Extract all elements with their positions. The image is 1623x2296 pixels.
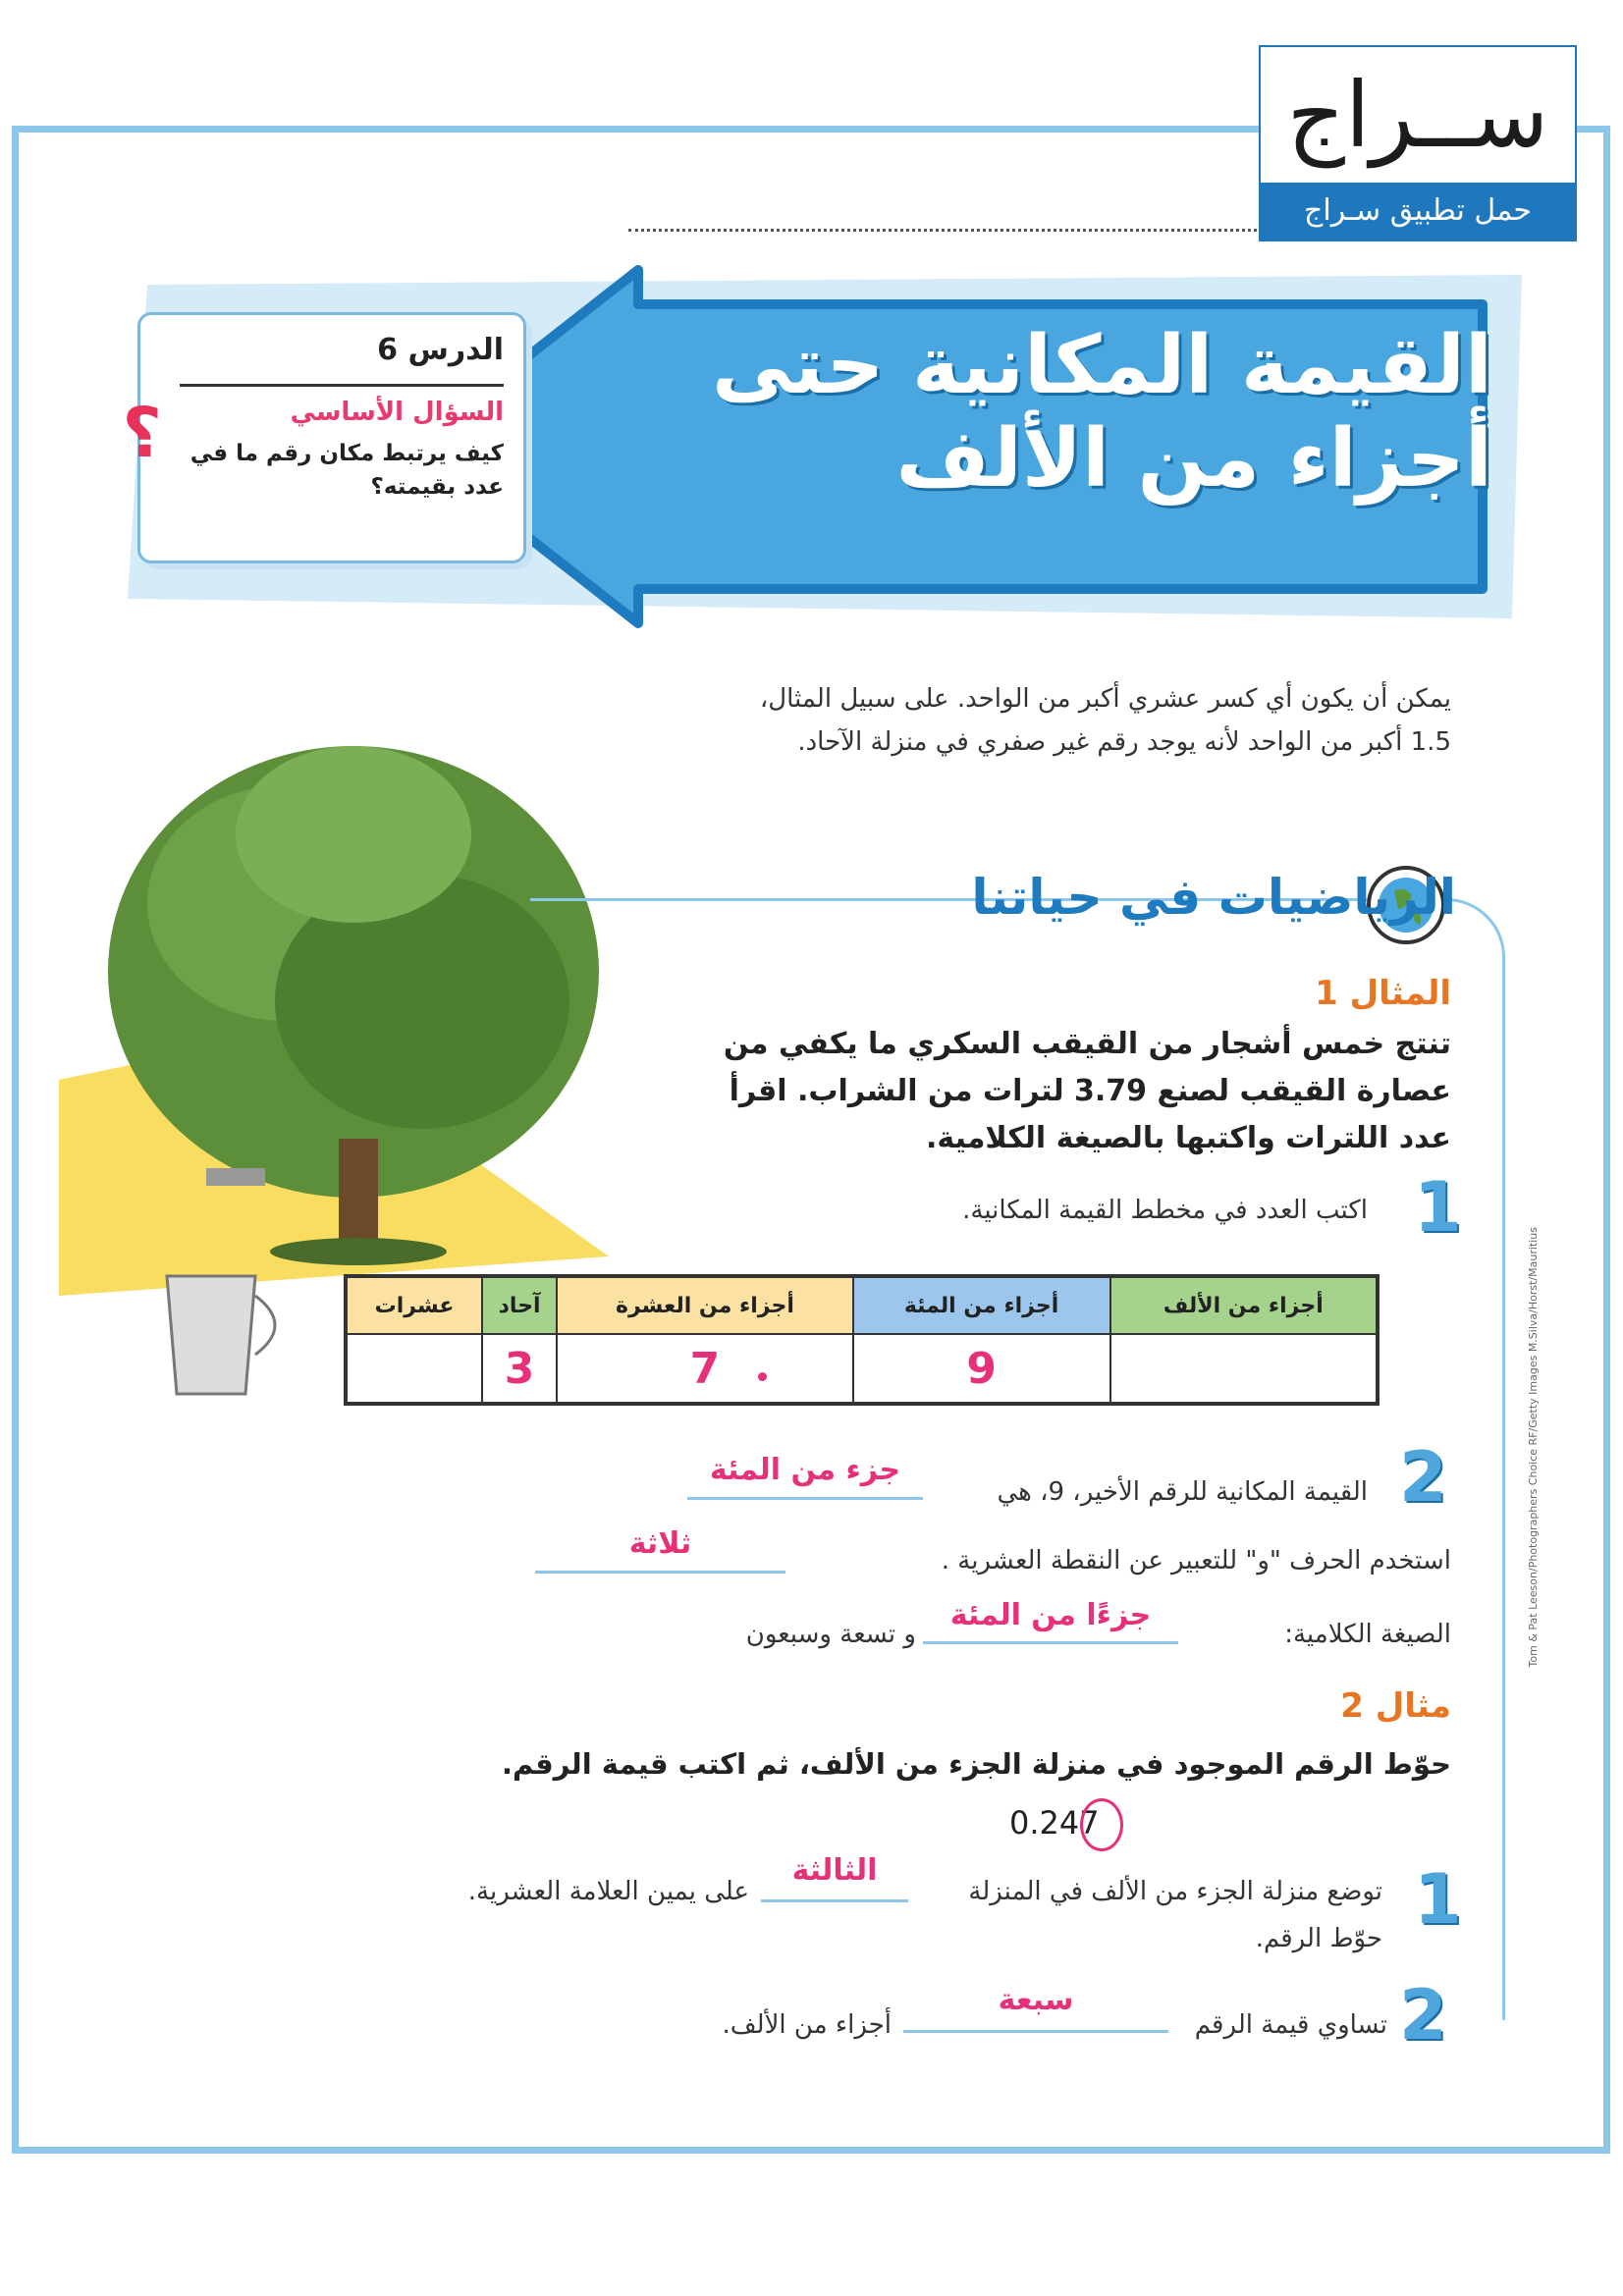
word-form-suffix: و تسعة وسبعون [745,1620,916,1649]
cell-tens [346,1334,482,1404]
image-credit-text: Tom & Pat Leeson/Photographers Choice RF/Getty Images M.Silva/Horst/Mauritius [1527,1227,1540,1668]
image-credit [1527,1227,1556,2032]
place-value-header-row [346,1276,1378,1334]
place-value-row [346,1334,1378,1404]
ex2-step-1-line2: حوّط الرقم. [1255,1924,1382,1953]
answer-blank [903,2030,1168,2033]
header-thousandths: أجزاء من الألف [1110,1276,1378,1334]
logo-word: ســراج [1286,63,1549,168]
ex2-step-1-suffix: على يمين العلامة العشرية. [467,1877,749,1906]
step-number-1: 1 [1414,1167,1462,1248]
place-value-chart [344,1274,1380,1406]
cell-hundredths: 9 [853,1334,1110,1404]
answer-third: الثالثة [791,1853,878,1888]
decimal-point [758,1372,767,1381]
header-tenths: أجزاء من العشرة [557,1276,852,1334]
step-2b-text: استخدم الحرف "و" للتعبير عن النقطة العشرية . [941,1546,1451,1575]
essential-question: كيف يرتبط مكان رقم ما في عدد بقيمته؟ [189,441,504,500]
answer-seven: سبعة [998,1983,1074,2017]
circled-digit-marker [1080,1798,1123,1851]
lesson-title [707,319,1492,555]
title-line-2: أجزاء من الألف [895,412,1492,506]
decimal-number: 0.247 [1009,1804,1100,1842]
ex2-step-1-text: توضع منزلة الجزء من الألف في المنزلة [968,1877,1382,1906]
intro-paragraph [705,677,1451,764]
word-form-label: الصيغة الكلامية: [1284,1620,1451,1649]
answer-blank [761,1899,908,1902]
step-number-2: 2 [1399,1437,1447,1518]
question-mark-icon: ؟ [122,393,162,473]
step-2-text: القيمة المكانية للرقم الأخير، 9، هي [997,1477,1368,1507]
step-number-4: 2 [1399,1975,1447,2056]
example-1-label: المثال 1 [1315,974,1451,1013]
siraj-logo [1259,45,1577,241]
example-2-label: مثال 2 [1340,1686,1451,1726]
cell-tenths: 7 [557,1334,852,1404]
answer-blank [535,1571,785,1574]
dotted-rule [628,229,1257,232]
section-title: الرياضيات في حياتنا [971,869,1456,926]
answer-three: ثلاثة [628,1526,692,1561]
ex2-step-2-suffix: أجزاء من الألف. [722,2010,892,2040]
intro-line-2: 1.5 أكبر من الواحد لأنه يوجد رقم غير صفري في منزلة الآحاد. [797,727,1451,757]
step-1-instruction: اكتب العدد في مخطط القيمة المكانية. [962,1196,1368,1225]
header-tens: عشرات [346,1276,482,1334]
header-hundredths: أجزاء من المئة [853,1276,1110,1334]
ex2-step-2-text: تساوي قيمة الرقم [1194,2010,1387,2040]
cell-ones: 3 [482,1334,557,1404]
essential-question-label: السؤال الأساسي [290,398,504,427]
lesson-card [122,312,526,563]
cell-thousandths [1110,1334,1378,1404]
step-number-3: 1 [1414,1859,1462,1940]
intro-line-1: يمكن أن يكون أي كسر عشري أكبر من الواحد. على سبيل المثال، [759,684,1451,714]
card-divider [180,384,504,387]
lesson-number: الدرس 6 [377,333,504,367]
answer-blank [687,1497,923,1500]
answer-hundredth: جزء من المئة [709,1453,901,1487]
title-line-1: القيمة المكانية حتى [711,319,1492,412]
example-1-text: تنتج خمس أشجار من القيقب السكري ما يكفي من عصارة القيقب لصنع 3.79 لترات من الشراب. اقرأ عدد اللترات واكتبها بالصيغة الكلامية. [723,1027,1451,1155]
example-2-text: حوّط الرقم الموجود في منزلة الجزء من الألف، ثم اكتب قيمة الرقم. [502,1747,1451,1781]
logo-tagline: حمل تطبيق سـراج [1261,183,1575,240]
answer-hundredths: جزءًا من المئة [949,1598,1152,1632]
header-ones: آحاد [482,1276,557,1334]
answer-blank [923,1641,1178,1644]
